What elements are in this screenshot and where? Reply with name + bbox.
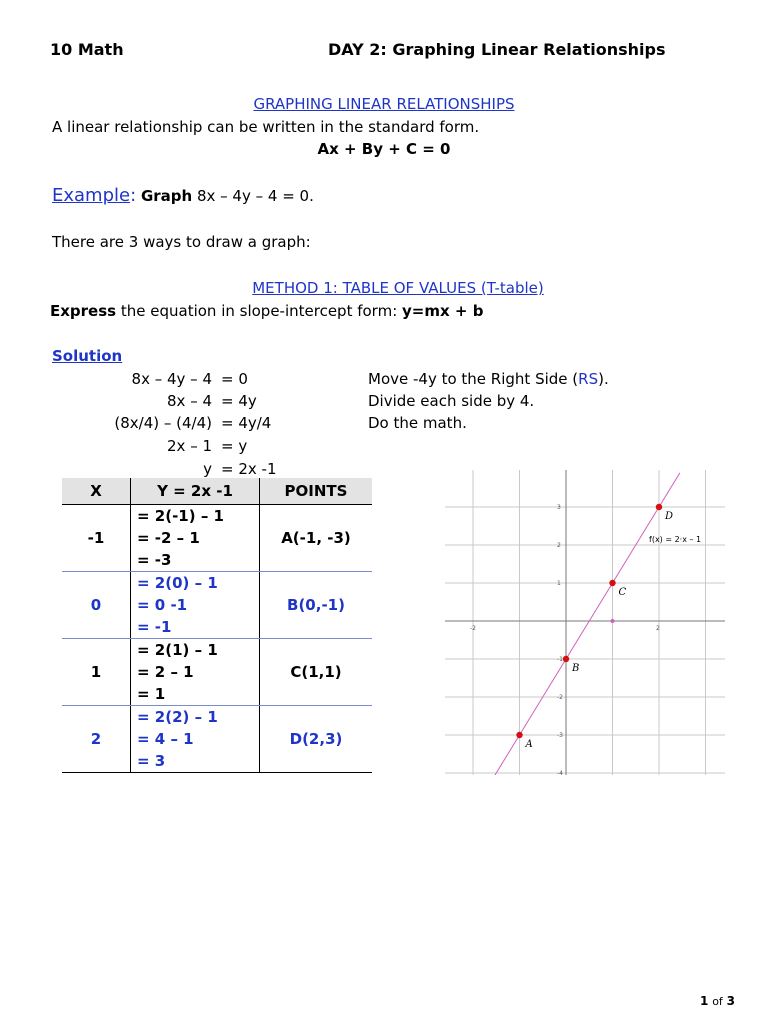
step-note <box>368 370 609 388</box>
ways-text: There are 3 ways to draw a graph: <box>52 233 311 251</box>
calc-line: = 3 <box>137 752 166 770</box>
step-left: y <box>203 460 212 478</box>
x-value: 1 <box>62 639 131 706</box>
x-value: 0 <box>62 572 131 639</box>
point-label-a: A <box>525 739 533 750</box>
solution-label: Solution <box>52 347 123 365</box>
table-row <box>62 639 372 706</box>
y-tick-label: 1 <box>557 580 561 587</box>
express-line <box>50 302 483 320</box>
y-calculation <box>131 639 260 706</box>
step-right: = 4y/4 <box>221 414 272 432</box>
calc-line: = 2(-1) – 1 <box>137 507 224 525</box>
col-header-points: POINTS <box>260 478 373 505</box>
section-title: GRAPHING LINEAR RELATIONSHIPS <box>253 95 515 113</box>
point-label-d: D <box>665 511 674 522</box>
calc-line: = 4 – 1 <box>137 730 194 748</box>
example-label: Example <box>52 185 131 206</box>
t-table <box>62 478 372 773</box>
x-value: -1 <box>62 505 131 572</box>
point-label: B(0,-1) <box>260 572 373 639</box>
x-tick-label: 2 <box>656 625 660 632</box>
data-point-c <box>609 580 615 586</box>
y-tick-label: -4 <box>557 770 563 775</box>
example-equation: 8x – 4y – 4 = 0. <box>192 187 314 205</box>
data-point-b <box>563 656 569 662</box>
day-title: DAY 2: Graphing Linear Relationships <box>328 40 666 59</box>
point-label: C(1,1) <box>260 639 373 706</box>
y-tick-label: -1 <box>557 656 563 663</box>
table-row <box>62 706 372 773</box>
current-page: 1 <box>700 994 709 1008</box>
calc-line: = 1 <box>137 685 166 703</box>
y-calculation <box>131 505 260 572</box>
calc-line: = 0 -1 <box>137 596 188 614</box>
axis-mark <box>611 619 615 623</box>
data-point-a <box>516 732 522 738</box>
calc-line: = -3 <box>137 551 172 569</box>
method1-title: METHOD 1: TABLE OF VALUES (T-table) <box>252 279 544 297</box>
step-left: 2x – 1 <box>167 437 212 455</box>
calc-line: = -1 <box>137 618 172 636</box>
slope-form: y=mx + b <box>402 302 484 320</box>
step-note-text: Move -4y to the Right Side ( <box>368 370 579 388</box>
express-word: Express <box>50 302 117 320</box>
point-label-c: C <box>618 587 627 598</box>
rs-abbrev: RS <box>578 370 599 388</box>
col-header-y: Y = 2x -1 <box>131 478 260 505</box>
table-row <box>62 505 372 572</box>
page-number <box>700 994 735 1008</box>
example-colon: : <box>130 185 137 206</box>
step-right: = 0 <box>221 370 248 388</box>
graph-grid <box>445 470 725 775</box>
x-tick-label: -2 <box>470 625 476 632</box>
step-right: = 4y <box>221 392 257 410</box>
step-left: 8x – 4 <box>167 392 212 410</box>
y-calculation <box>131 706 260 773</box>
of-word: of <box>712 995 723 1008</box>
t-table-header <box>62 478 372 505</box>
y-tick-label: 2 <box>557 542 561 549</box>
calc-line: = 2(2) – 1 <box>137 708 218 726</box>
y-tick-label: -2 <box>557 694 563 701</box>
point-label-b: B <box>572 663 580 674</box>
step-note-end: ). <box>598 370 609 388</box>
course-label: 10 Math <box>50 40 124 59</box>
function-label: f(x) = 2·x – 1 <box>649 535 702 544</box>
step-note: Do the math. <box>368 414 467 432</box>
y-calculation <box>131 572 260 639</box>
step-left: (8x/4) – (4/4) <box>114 414 212 432</box>
step-note: Divide each side by 4. <box>368 392 535 410</box>
calc-line: = 2(0) – 1 <box>137 574 218 592</box>
point-label: D(2,3) <box>260 706 373 773</box>
step-right: = y <box>221 437 248 455</box>
table-row <box>62 572 372 639</box>
example-line <box>52 185 314 206</box>
x-value: 2 <box>62 706 131 773</box>
point-label: A(-1, -3) <box>260 505 373 572</box>
step-right: = 2x -1 <box>221 460 277 478</box>
intro-text: A linear relationship can be written in the standard form. <box>52 118 480 136</box>
total-pages: 3 <box>726 994 735 1008</box>
line-graph <box>445 470 725 775</box>
y-tick-label: -3 <box>557 732 563 739</box>
y-tick-label: 3 <box>557 504 561 511</box>
graph-axes <box>445 470 725 775</box>
graph-word: Graph <box>140 187 193 205</box>
calc-line: = -2 – 1 <box>137 529 200 547</box>
step-left: 8x – 4y – 4 <box>131 370 212 388</box>
data-point-d <box>656 504 662 510</box>
calc-line: = 2 – 1 <box>137 663 194 681</box>
express-rest: the equation in slope-intercept form: <box>116 302 403 320</box>
calc-line: = 2(1) – 1 <box>137 641 218 659</box>
col-header-x: X <box>62 478 131 505</box>
standard-form: Ax + By + C = 0 <box>317 140 451 158</box>
